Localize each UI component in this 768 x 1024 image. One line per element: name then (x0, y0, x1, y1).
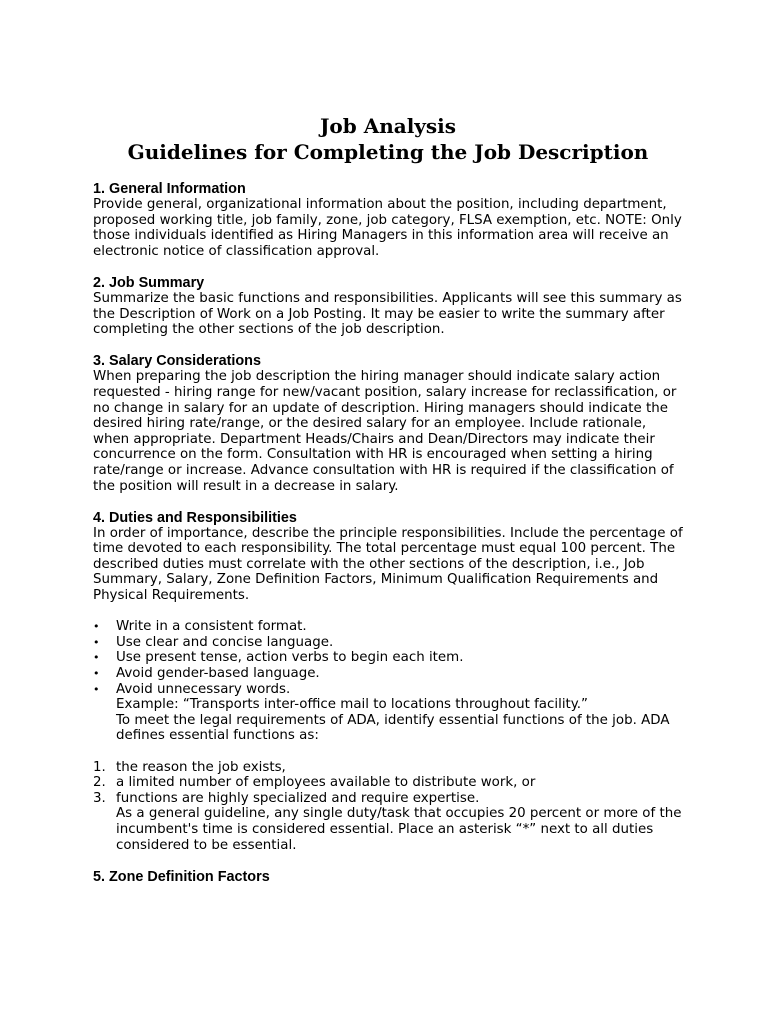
section-heading: 2. Job Summary (93, 274, 205, 291)
title-line-1: Job Analysis (319, 114, 457, 138)
section-duties-responsibilities (93, 510, 683, 853)
bullet-icon: • (93, 620, 100, 634)
list-item-text: Avoid unnecessary words. (116, 681, 291, 697)
document-title (93, 113, 683, 165)
list-item-text: functions are highly specialized and require expertise. (116, 790, 480, 806)
list-item (93, 635, 683, 651)
section-heading: 1. General Information (93, 181, 246, 197)
list-number: 2. (93, 775, 106, 791)
list-item (93, 791, 683, 807)
list-item (93, 619, 683, 635)
document-page (93, 113, 683, 900)
section-body: Provide general, organizational information about the position, including department, proposed working title, job family, zone, job category, FLSA exemption, etc. NOTE: Only those individuals identified as Hiring Managers in this information area will receive an electronic notice of classification approval. (93, 197, 682, 259)
list-item-text: Use present tense, action verbs to begin each item. (116, 650, 464, 666)
list-number: 1. (93, 759, 106, 775)
list-item (93, 760, 683, 776)
section-body: Summarize the basic functions and responsibilities. Applicants will see this summary as the Description of Work on a Job Posting. It may be easier to write the summary after completing the other sections of the job description. (93, 290, 682, 338)
section-job-summary (93, 275, 683, 338)
list-item (93, 650, 683, 666)
title-line-2: Guidelines for Completing the Job Description (127, 140, 649, 164)
section-heading: 3. Salary Considerations (93, 353, 261, 370)
bullet-icon: • (93, 667, 100, 681)
bullet-icon: • (93, 682, 100, 696)
section-salary-considerations (93, 353, 683, 494)
list-item-text: Write in a consistent format. (116, 619, 307, 635)
section-heading: 5. Zone Definition Factors (93, 868, 270, 885)
list-item-text: a limited number of employees available to distribute work, or (116, 775, 536, 791)
list-item (93, 682, 683, 698)
section-general-information (93, 181, 683, 259)
essential-functions-list (93, 760, 683, 807)
writing-guidelines-list (93, 619, 683, 697)
list-item-text: Avoid gender-based language. (116, 666, 320, 682)
section-heading: 4. Duties and Responsibilities (93, 509, 297, 526)
example-text: Example: “Transports inter-office mail to locations throughout facility.” (116, 697, 588, 713)
bullet-icon: • (93, 635, 100, 649)
section-body: In order of importance, describe the principle responsibilities. Include the percentage of time devoted to each responsibility. The total percentage must equal 100 percent. The described duties must correlate with the other sections of the description, i.e., Job Summary, Salary, Zone Definition Factors, Minimum Qualification Requirements and Physical Requirements. (93, 525, 683, 604)
ada-text: To meet the legal requirements of ADA, identify essential functions of the job. ADA defines essential functions as: (116, 712, 670, 744)
bullet-icon: • (93, 651, 100, 665)
list-item (93, 775, 683, 791)
guideline-text: As a general guideline, any single duty/task that occupies 20 percent or more of the incumbent's time is considered essential. Place an asterisk “*” next to all duties considered to be essential. (116, 806, 682, 853)
list-item (93, 666, 683, 682)
section-zone-definition-factors (93, 869, 683, 885)
section-body: When preparing the job description the hiring manager should indicate salary action requested - hiring range for new/vacant position, salary increase for reclassification, or no change in salary for an update of description. Hiring managers should indicate the desired hiring rate/range, or the desired salary for an employee. Include rationale, when appropriate. Department Heads/Chairs and Dean/Directors may indicate their concurrence on the form. Consultation with HR is encouraged when setting a hiring rate/range or increase. Advance consultation with HR is required if the classification of the position will result in a decrease in salary. (93, 369, 677, 494)
spacer (93, 744, 683, 760)
list-number: 3. (93, 790, 106, 806)
list-item-text: the reason the job exists, (116, 759, 286, 775)
list-item-text: Use clear and concise language. (116, 634, 334, 650)
spacer (93, 604, 683, 620)
